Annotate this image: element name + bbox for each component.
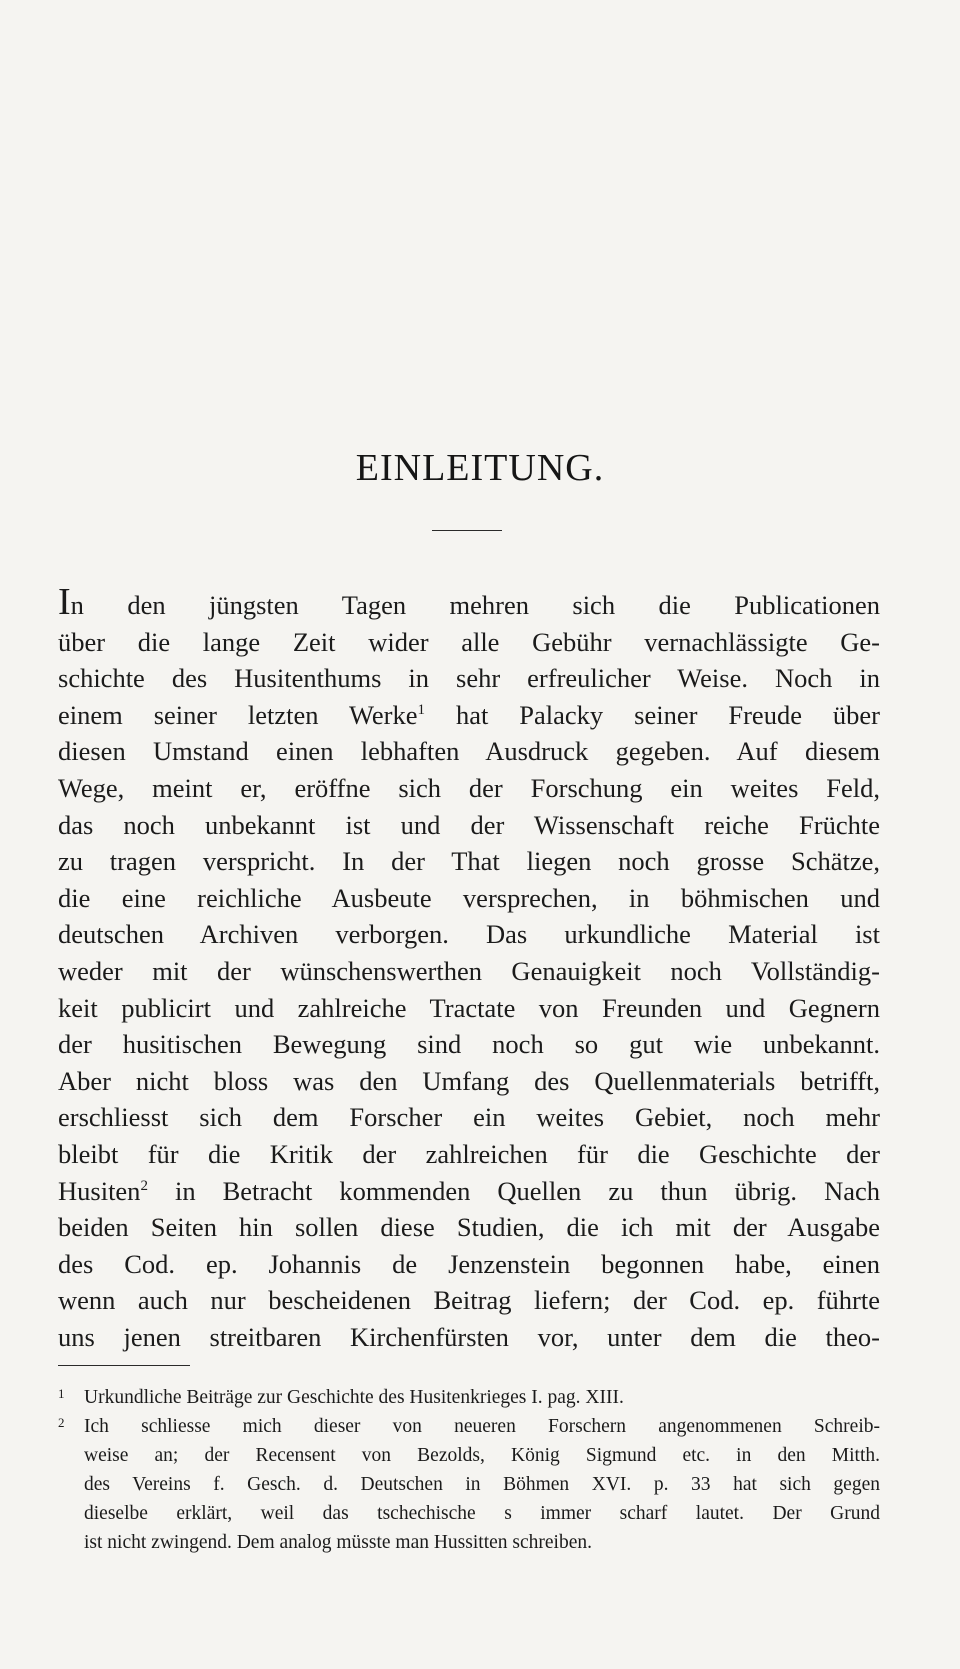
footnote-line: ist nicht zwingend. Dem analog müsste man Hussitten schreiben. (84, 1532, 592, 1553)
text-segment: n den jüngsten Tagen mehren sich die Publicationen (70, 590, 880, 620)
text-line (58, 916, 880, 953)
body-paragraph (58, 583, 880, 1355)
text-segment: wenn auch nur bescheidenen Beitrag liefern; der Cod. ep. führte (58, 1285, 880, 1316)
text-line (58, 1063, 880, 1100)
text-segment: keit publicirt und zahlreiche Tractate von Freunden und Gegnern (58, 992, 880, 1023)
text-line (58, 1319, 880, 1356)
text-segment: die eine reichliche Ausbeute versprechen, in böhmischen und (58, 882, 880, 913)
text-line (58, 733, 880, 770)
footnote-line: Ich schliesse mich dieser von neueren Forschern angenommenen Schreib- (84, 1416, 880, 1437)
text-line (58, 583, 880, 624)
text-segment: uns jenen streitbaren Kirchenfürsten vor, unter dem die theo- (58, 1321, 880, 1352)
text-segment: zu tragen verspricht. In der That liegen noch grosse Schätze, (58, 846, 880, 877)
footnote-reference: 1 (417, 701, 426, 718)
footnote-line: dieselbe erklärt, weil das tschechische s immer scharf lautet. Der Grund (84, 1503, 880, 1524)
text-line (58, 697, 880, 734)
text-segment: beiden Seiten hin sollen diese Studien, die ich mit der Ausgabe (58, 1212, 880, 1243)
text-line (58, 1209, 880, 1246)
drop-cap: I (58, 581, 71, 623)
footnote-line: weise an; der Recensent von Bezolds, König Sigmund etc. in den Mitth. (84, 1445, 880, 1466)
footnote-separator (58, 1365, 190, 1366)
text-segment: Husiten (58, 1175, 141, 1206)
text-segment: hat Palacky seiner Freude über (425, 699, 880, 730)
footnote-line: Urkundliche Beiträge zur Geschichte des Husitenkrieges I. pag. XIII. (84, 1387, 624, 1408)
text-segment: Aber nicht bloss was den Umfang des Quellenmaterials betrifft, (58, 1065, 880, 1096)
text-line (58, 953, 880, 990)
text-line (58, 770, 880, 807)
heading-rule (432, 530, 502, 531)
footnote-marker: 2 (58, 1415, 65, 1430)
text-segment: weder mit der wünschenswerthen Genauigkeit noch Vollständig- (58, 955, 880, 986)
text-line (58, 1282, 880, 1319)
text-line (58, 843, 880, 880)
footnote (58, 1412, 880, 1557)
text-line (58, 1173, 880, 1210)
text-segment: diesen Umstand einen lebhaften Ausdruck gegeben. Auf diesem (58, 736, 880, 767)
text-line (58, 660, 880, 697)
text-segment: des Cod. ep. Johannis de Jenzenstein begonnen habe, einen (58, 1248, 880, 1279)
footnotes (58, 1383, 880, 1557)
text-line (58, 1136, 880, 1173)
text-segment: schichte des Husitenthums in sehr erfreulicher Weise. Noch in (58, 663, 880, 694)
footnote-line: des Vereins f. Gesch. d. Deutschen in Böhmen XVI. p. 33 hat sich gegen (84, 1474, 880, 1495)
text-line (58, 1026, 880, 1063)
footnote-marker: 1 (58, 1386, 65, 1401)
text-segment: erschliesst sich dem Forscher ein weites Gebiet, noch mehr (58, 1102, 880, 1133)
text-segment: bleibt für die Kritik der zahlreichen für die Geschichte der (58, 1138, 880, 1169)
footnote-reference: 2 (140, 1177, 148, 1194)
text-line (58, 1099, 880, 1136)
text-line (58, 624, 880, 661)
text-line (58, 807, 880, 844)
text-line (58, 990, 880, 1027)
text-line (58, 1246, 880, 1283)
text-segment: deutschen Archiven verborgen. Das urkundliche Material ist (58, 919, 880, 950)
text-segment: der husitischen Bewegung sind noch so gut wie unbekannt. (58, 1029, 880, 1060)
text-line (58, 880, 880, 917)
text-segment: einem seiner letzten Werke (58, 699, 418, 730)
text-segment: Wege, meint er, eröffne sich der Forschung ein weites Feld, (58, 772, 880, 803)
text-segment: das noch unbekannt ist und der Wissenschaft reiche Früchte (58, 809, 880, 840)
text-segment: über die lange Zeit wider alle Gebühr vernachlässigte Ge- (58, 626, 880, 657)
footnote (58, 1383, 880, 1412)
text-segment: in Betracht kommenden Quellen zu thun übrig. Nach (147, 1175, 880, 1206)
chapter-heading: EINLEITUNG. (355, 447, 605, 489)
